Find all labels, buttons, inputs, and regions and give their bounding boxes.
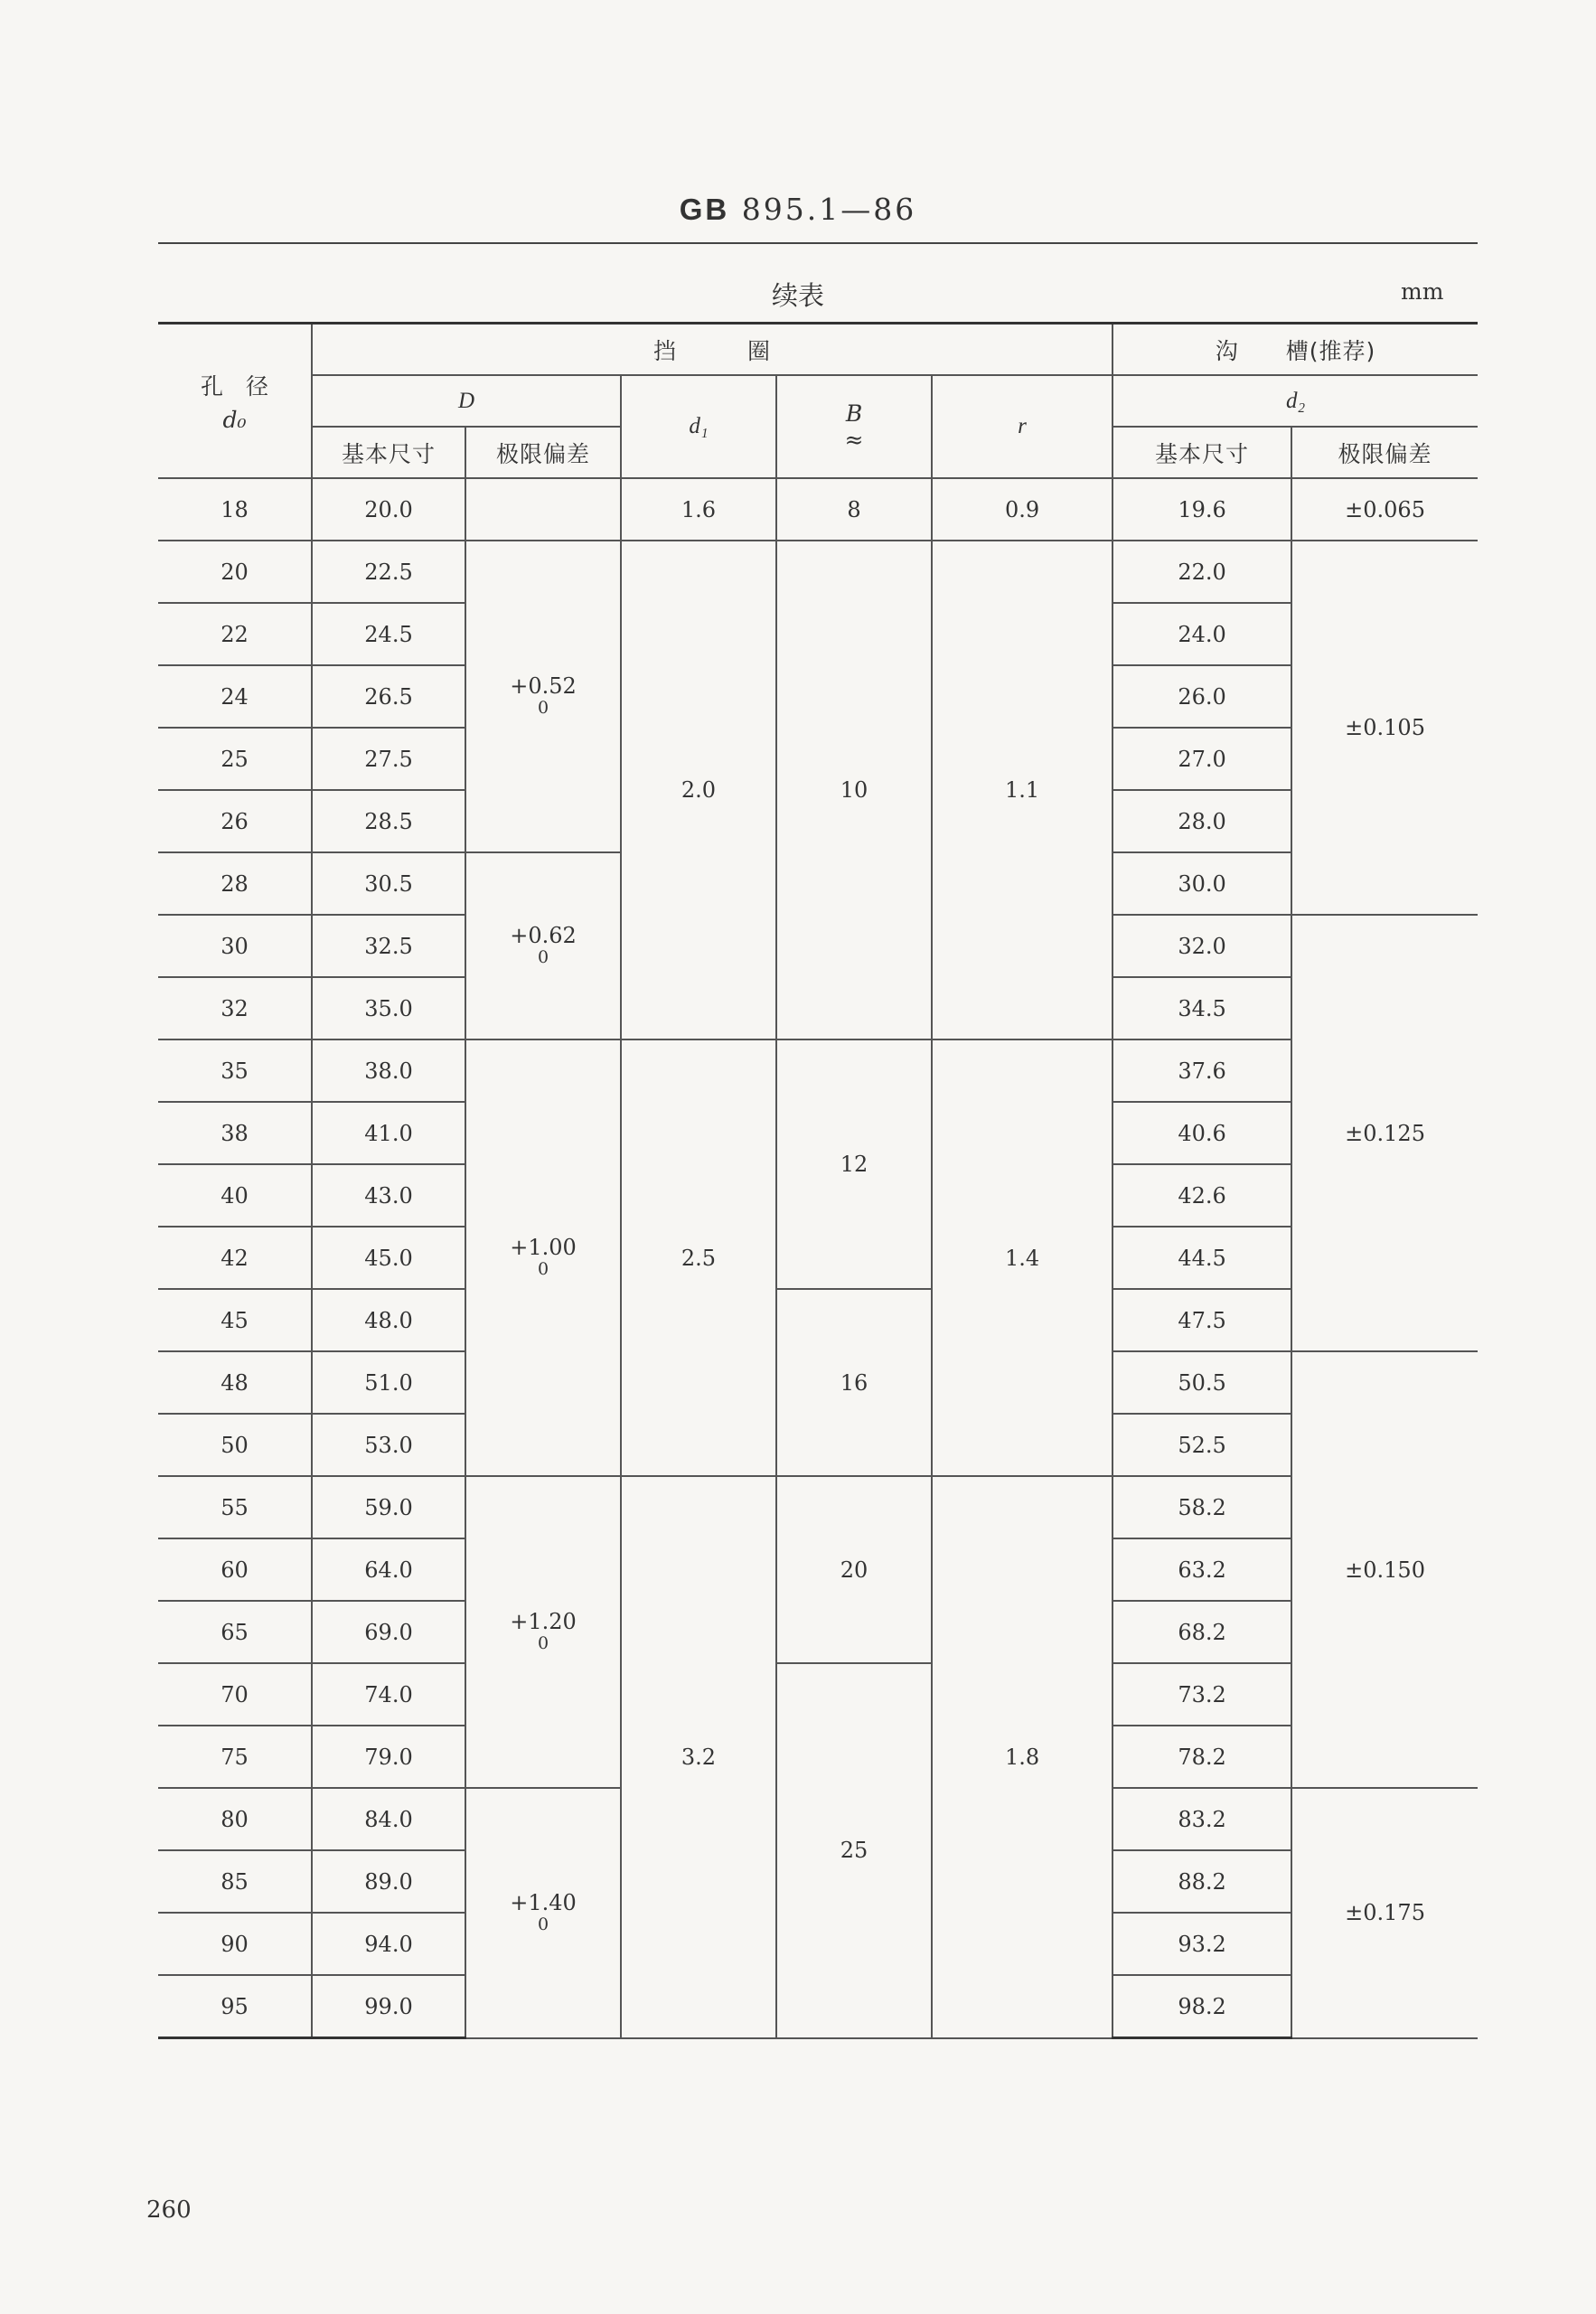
B-cell: 16 — [776, 1289, 932, 1476]
d2-basic-cell: 37.6 — [1113, 1039, 1291, 1102]
d2-tolerance-cell: ±0.105 — [1291, 541, 1478, 915]
D-tolerance-cell — [465, 1039, 621, 1476]
d2-tolerance-cell: ±0.065 — [1291, 478, 1478, 541]
D-basic-cell: 32.5 — [312, 915, 465, 977]
hole-diameter-cell: 35 — [158, 1039, 312, 1102]
d2-basic-cell: 63.2 — [1113, 1538, 1291, 1601]
standard-prefix: GB — [679, 193, 730, 226]
D-basic-cell: 41.0 — [312, 1102, 465, 1164]
hole-diameter-cell: 48 — [158, 1351, 312, 1414]
d1-header: d₁ — [621, 375, 776, 478]
d1-cell: 2.5 — [621, 1039, 776, 1476]
D-basic-cell: 28.5 — [312, 790, 465, 852]
tolerance-lower: 0 — [537, 1259, 549, 1280]
hole-diameter-cell: 25 — [158, 728, 312, 790]
D-basic-cell: 53.0 — [312, 1414, 465, 1476]
d2-basic-cell: 58.2 — [1113, 1476, 1291, 1538]
D-basic-cell: 59.0 — [312, 1476, 465, 1538]
retainer-header: 挡 圈 — [312, 324, 1113, 376]
d2-basic-cell: 78.2 — [1113, 1726, 1291, 1788]
hole-diameter-cell: 80 — [158, 1788, 312, 1850]
d0-symbol: d₀ — [222, 407, 247, 433]
d2-tolerance-cell: ±0.125 — [1291, 915, 1478, 1351]
d2-basic-cell: 93.2 — [1113, 1913, 1291, 1975]
D-basic-cell: 74.0 — [312, 1663, 465, 1726]
hole-diameter-cell: 50 — [158, 1414, 312, 1476]
r-cell: 1.4 — [932, 1039, 1113, 1476]
D-basic-cell: 79.0 — [312, 1726, 465, 1788]
d2-basic-cell: 42.6 — [1113, 1164, 1291, 1227]
D-basic-cell: 51.0 — [312, 1351, 465, 1414]
D-basic-cell: 30.5 — [312, 852, 465, 915]
tolerance-upper: +1.20 — [510, 1608, 577, 1634]
table-row — [158, 541, 1478, 603]
B-cell: 8 — [776, 478, 932, 541]
tolerance-lower: 0 — [537, 947, 549, 968]
header-row-1 — [158, 324, 1478, 376]
d1-cell: 3.2 — [621, 1476, 776, 2038]
d2-basic-cell: 30.0 — [1113, 852, 1291, 915]
hole-diameter-cell: 85 — [158, 1850, 312, 1913]
retaining-ring-dimension-table — [158, 322, 1478, 2039]
standard-number — [0, 192, 1596, 227]
hole-diameter-cell: 22 — [158, 603, 312, 665]
d2-basic-cell: 50.5 — [1113, 1351, 1291, 1414]
D-tolerance-header: 极限偏差 — [465, 427, 621, 478]
d2-basic-cell: 73.2 — [1113, 1663, 1291, 1726]
r-header: r — [932, 375, 1113, 478]
d2-basic-header: 基本尺寸 — [1113, 427, 1291, 478]
tolerance-upper: +0.52 — [510, 673, 577, 699]
D-basic-cell: 89.0 — [312, 1850, 465, 1913]
d2-header: d₂ — [1113, 375, 1478, 427]
groove-header: 沟 槽(推荐) — [1113, 324, 1478, 376]
hole-diameter-cell: 30 — [158, 915, 312, 977]
tolerance-upper: +1.00 — [510, 1234, 577, 1260]
D-basic-cell: 27.5 — [312, 728, 465, 790]
hole-diameter-cell: 90 — [158, 1913, 312, 1975]
tolerance-lower: 0 — [537, 1914, 549, 1935]
tolerance-lower: 0 — [537, 698, 549, 719]
D-tolerance-cell — [465, 541, 621, 852]
D-basic-cell: 26.5 — [312, 665, 465, 728]
tolerance-upper: +0.62 — [510, 922, 577, 948]
d2-basic-cell: 28.0 — [1113, 790, 1291, 852]
hole-diameter-cell: 20 — [158, 541, 312, 603]
D-tolerance-cell — [465, 478, 621, 541]
table-caption: 续表 — [771, 280, 824, 311]
d2-basic-cell: 40.6 — [1113, 1102, 1291, 1164]
table-row — [158, 1476, 1478, 1538]
D-header: D — [312, 375, 621, 427]
D-basic-cell: 94.0 — [312, 1913, 465, 1975]
D-basic-cell: 22.5 — [312, 541, 465, 603]
B-cell: 12 — [776, 1039, 932, 1289]
d2-basic-cell: 98.2 — [1113, 1975, 1291, 2038]
hole-diameter-cell: 24 — [158, 665, 312, 728]
d1-cell: 1.6 — [621, 478, 776, 541]
B-cell: 20 — [776, 1476, 932, 1663]
d2-basic-cell: 27.0 — [1113, 728, 1291, 790]
D-basic-cell: 84.0 — [312, 1788, 465, 1850]
hole-diameter-cell: 42 — [158, 1227, 312, 1289]
D-basic-header: 基本尺寸 — [312, 427, 465, 478]
hole-diameter-cell: 26 — [158, 790, 312, 852]
D-tolerance-cell — [465, 852, 621, 1039]
D-basic-cell: 43.0 — [312, 1164, 465, 1227]
hole-diameter-cell: 75 — [158, 1726, 312, 1788]
d2-basic-cell: 52.5 — [1113, 1414, 1291, 1476]
d2-basic-cell: 83.2 — [1113, 1788, 1291, 1850]
d1-cell: 2.0 — [621, 541, 776, 1039]
D-tolerance-cell — [465, 1788, 621, 2038]
r-cell: 1.8 — [932, 1476, 1113, 2038]
B-header — [776, 375, 932, 478]
unit-label: mm — [1401, 278, 1444, 305]
hole-diameter-cell: 65 — [158, 1601, 312, 1663]
d2-basic-cell: 32.0 — [1113, 915, 1291, 977]
hole-diameter-cell: 40 — [158, 1164, 312, 1227]
d2-basic-cell: 44.5 — [1113, 1227, 1291, 1289]
header-row-2 — [158, 375, 1478, 427]
hole-diameter-header — [158, 324, 312, 479]
tolerance-upper: +1.40 — [510, 1889, 577, 1915]
hole-diameter-cell: 95 — [158, 1975, 312, 2038]
d2-basic-cell: 88.2 — [1113, 1850, 1291, 1913]
hole-diameter-cell: 55 — [158, 1476, 312, 1538]
hole-diameter-cell: 45 — [158, 1289, 312, 1351]
D-basic-cell: 99.0 — [312, 1975, 465, 2038]
standard-code: 895.1—86 — [741, 192, 917, 227]
tolerance-lower: 0 — [537, 1633, 549, 1654]
table-row — [158, 1289, 1478, 1351]
d2-basic-cell: 26.0 — [1113, 665, 1291, 728]
hole-diameter-cell: 38 — [158, 1102, 312, 1164]
d2-basic-cell: 22.0 — [1113, 541, 1291, 603]
D-basic-cell: 38.0 — [312, 1039, 465, 1102]
hole-diameter-cell: 60 — [158, 1538, 312, 1601]
B-cell: 25 — [776, 1663, 932, 2038]
D-basic-cell: 20.0 — [312, 478, 465, 541]
B-cell: 10 — [776, 541, 932, 1039]
D-basic-cell: 48.0 — [312, 1289, 465, 1351]
D-basic-cell: 45.0 — [312, 1227, 465, 1289]
table-row — [158, 478, 1478, 541]
table-row — [158, 1663, 1478, 1726]
r-cell: 1.1 — [932, 541, 1113, 1039]
D-basic-cell: 24.5 — [312, 603, 465, 665]
hole-diameter-cell: 32 — [158, 977, 312, 1039]
table-row — [158, 1039, 1478, 1102]
D-basic-cell: 64.0 — [312, 1538, 465, 1601]
d2-tolerance-cell: ±0.150 — [1291, 1351, 1478, 1788]
d2-basic-cell: 47.5 — [1113, 1289, 1291, 1351]
hole-diameter-cell: 28 — [158, 852, 312, 915]
D-basic-cell: 69.0 — [312, 1601, 465, 1663]
r-cell: 0.9 — [932, 478, 1113, 541]
d2-basic-cell: 19.6 — [1113, 478, 1291, 541]
approx-symbol: ≈ — [844, 427, 864, 453]
d2-basic-cell: 34.5 — [1113, 977, 1291, 1039]
d2-basic-cell: 24.0 — [1113, 603, 1291, 665]
B-symbol: B — [845, 400, 863, 427]
page-number: 260 — [146, 2196, 192, 2224]
D-basic-cell: 35.0 — [312, 977, 465, 1039]
d2-tolerance-header: 极限偏差 — [1291, 427, 1478, 478]
d2-basic-cell: 68.2 — [1113, 1601, 1291, 1663]
D-tolerance-cell — [465, 1476, 621, 1788]
hole-diameter-cell: 70 — [158, 1663, 312, 1726]
header-rule — [158, 242, 1478, 244]
hole-diameter-label: 孔 径 — [200, 373, 268, 400]
hole-diameter-cell: 18 — [158, 478, 312, 541]
d2-tolerance-cell: ±0.175 — [1291, 1788, 1478, 2038]
